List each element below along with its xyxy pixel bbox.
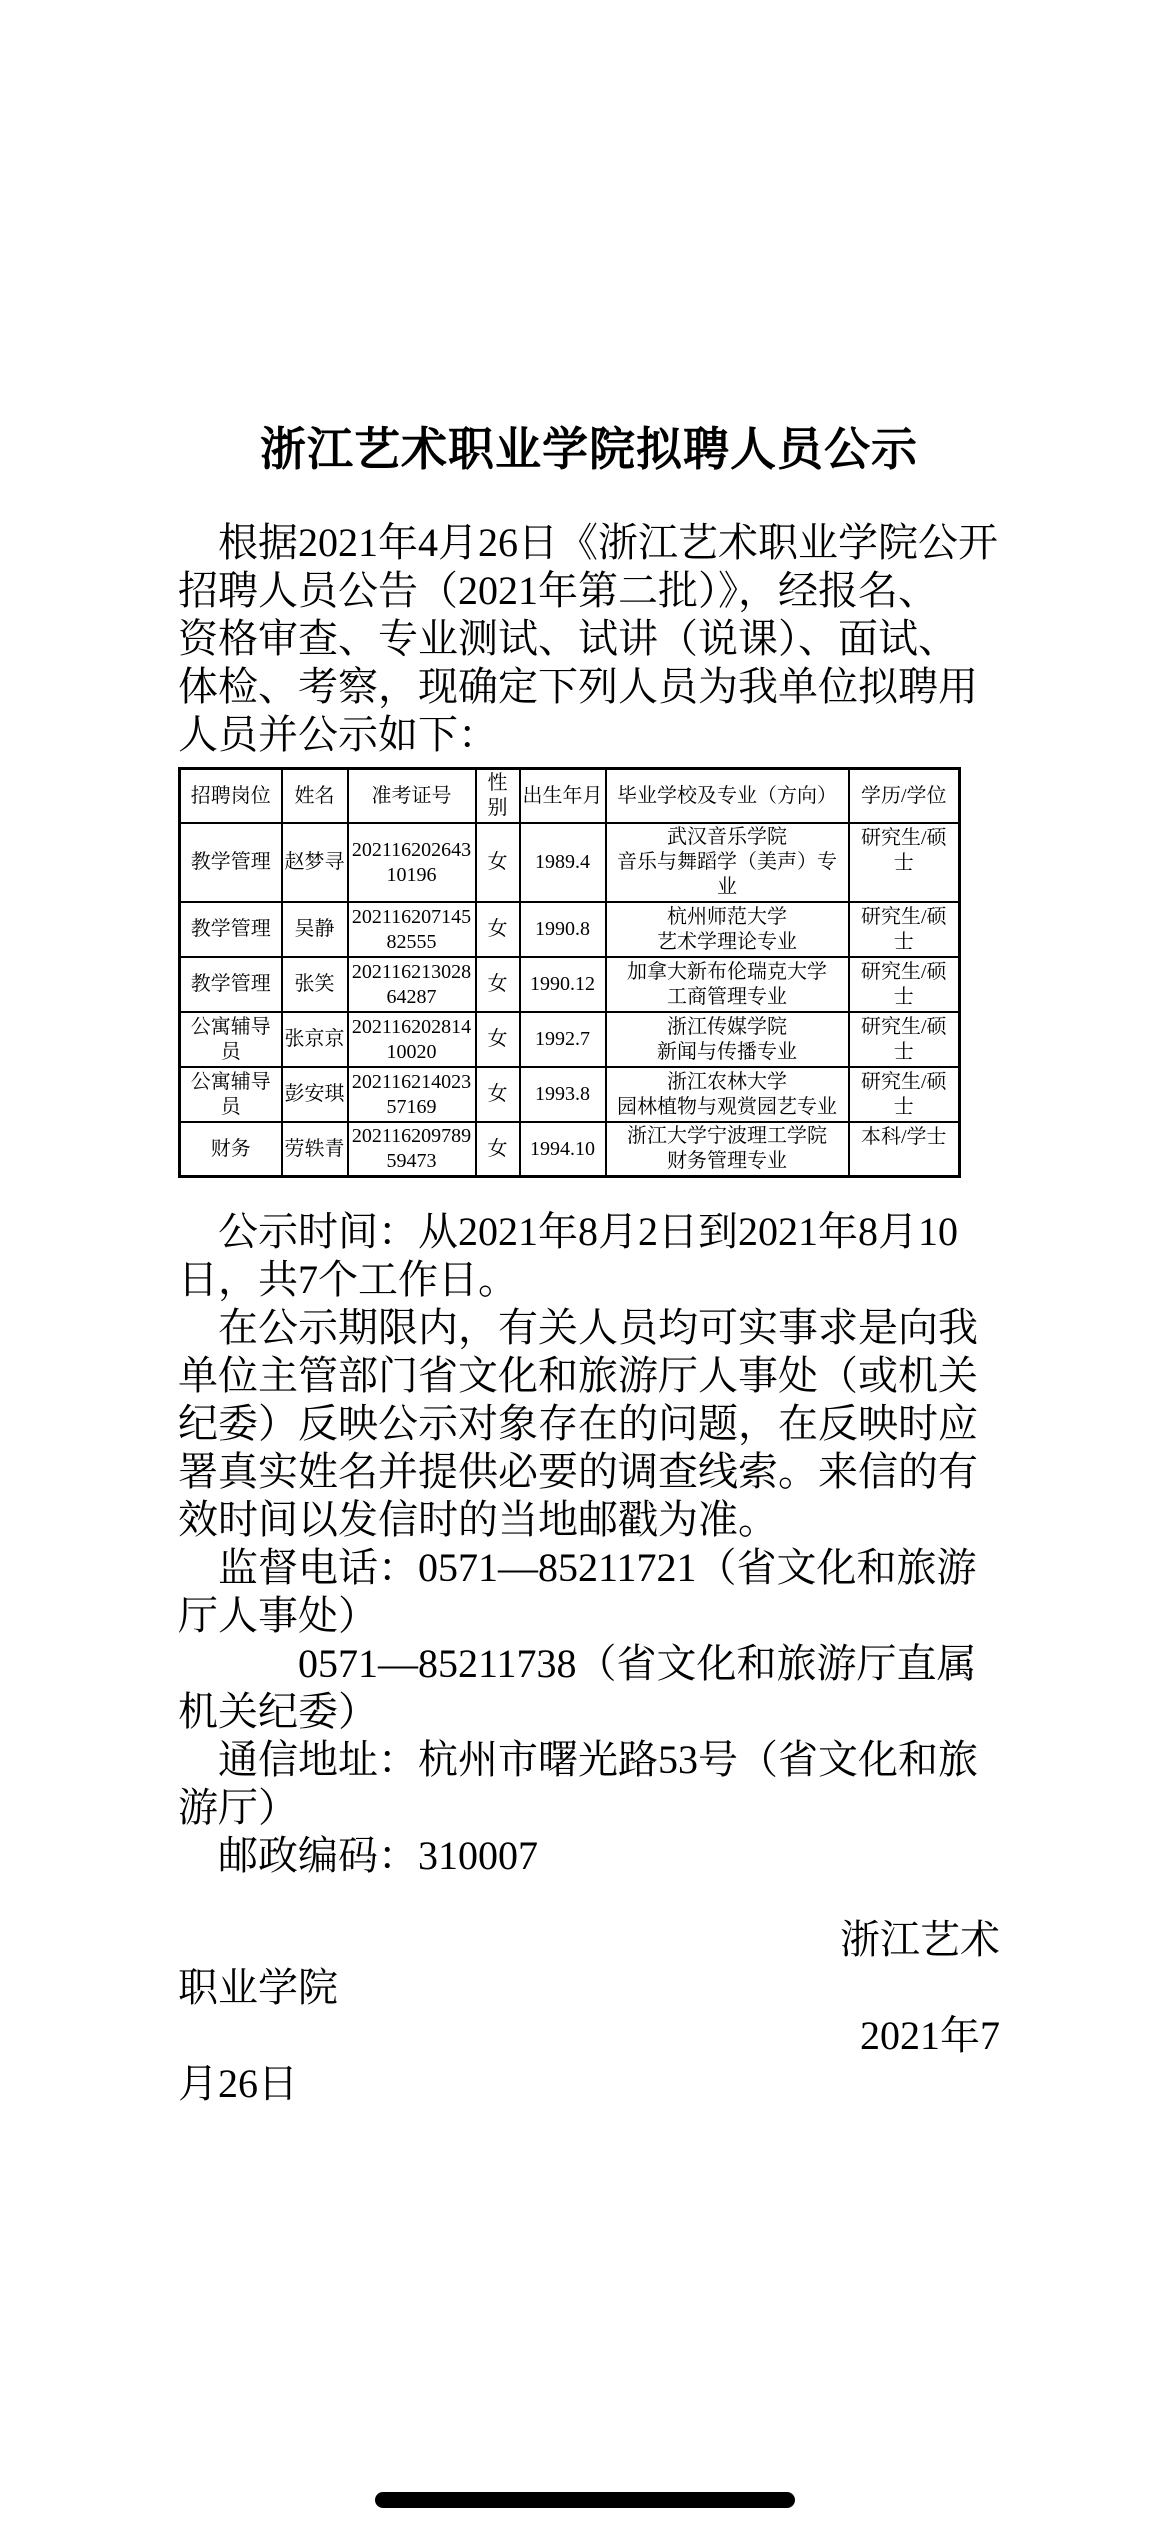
cell-degree: 研究生/硕士 (849, 1067, 960, 1122)
cell-position: 教学管理 (180, 957, 282, 1012)
cell-position: 财务 (180, 1122, 282, 1177)
table-row (180, 1067, 960, 1122)
text-line: 根据2021年4月26日《浙江艺术职业学院公开 (218, 520, 998, 565)
table-row (180, 1122, 960, 1177)
cell-name: 劳轶青 (282, 1122, 348, 1177)
cell-ticket: 202116214023 57169 (348, 1067, 476, 1122)
cell-position: 教学管理 (180, 902, 282, 957)
cell-ticket: 202116207145 82555 (348, 902, 476, 957)
cell-name: 张笑 (282, 957, 348, 1012)
cell-gender: 女 (476, 1067, 520, 1122)
mailing-address-paragraph (178, 1736, 1000, 1832)
text-line: 厅人事处） (178, 1593, 378, 1638)
cell-birth: 1992.7 (520, 1012, 606, 1067)
cell-birth: 1994.10 (520, 1122, 606, 1177)
text-line: 资格审查、专业测试、试讲（说课）、面试、 (178, 616, 958, 661)
cell-gender: 女 (476, 1012, 520, 1067)
cell-degree: 研究生/硕士 (849, 957, 960, 1012)
cell-ticket: 202116202814 10020 (348, 1012, 476, 1067)
text-line: 公示时间：从2021年8月2日到2021年8月10 (218, 1209, 958, 1254)
cell-school: 加拿大新布伦瑞克大学 工商管理专业 (606, 957, 849, 1012)
cell-gender: 女 (476, 823, 520, 902)
cell-ticket: 202116209789 59473 (348, 1122, 476, 1177)
table-row (180, 1012, 960, 1067)
header-ticket: 准考证号 (348, 769, 476, 824)
cell-gender: 女 (476, 957, 520, 1012)
header-gender: 性别 (476, 769, 520, 824)
cell-school: 杭州师范大学 艺术学理论专业 (606, 902, 849, 957)
table-row (180, 902, 960, 957)
cell-name: 张京京 (282, 1012, 348, 1067)
document-page (178, 425, 1000, 2108)
header-school: 毕业学校及专业（方向） (606, 769, 849, 824)
text-line: 游厅） (178, 1785, 298, 1830)
text-line: 机关纪委） (178, 1689, 378, 1734)
cell-ticket: 202116202643 10196 (348, 823, 476, 902)
cell-school: 浙江农林大学 园林植物与观赏园艺专业 (606, 1067, 849, 1122)
signature-line: 职业学院 (178, 1965, 338, 2010)
header-degree: 学历/学位 (849, 769, 960, 824)
cell-birth: 1990.8 (520, 902, 606, 957)
text-line: 监督电话：0571—85211721（省文化和旅游 (218, 1545, 977, 1590)
signature-block (178, 1916, 1000, 2108)
cell-name: 吴静 (282, 902, 348, 957)
text-line: 体检、考察，现确定下列人员为我单位拟聘用 (178, 664, 978, 709)
text-line: 在公示期限内，有关人员均可实事求是向我 (218, 1305, 978, 1350)
cell-school: 武汉音乐学院 音乐与舞蹈学（美声）专业 (606, 823, 849, 902)
text-line: 招聘人员公告（2021年第二批）》，经报名、 (178, 568, 938, 613)
signature-line: 2021年7 (860, 2013, 1000, 2058)
supervision-phone-paragraph (178, 1544, 1000, 1640)
signature-line: 浙江艺术 (840, 1917, 1000, 1962)
page-title: 浙江艺术职业学院拟聘人员公示 (260, 423, 918, 475)
table-row (180, 823, 960, 902)
cell-degree: 研究生/硕士 (849, 823, 960, 902)
header-name: 姓名 (282, 769, 348, 824)
postcode-paragraph (178, 1832, 1000, 1880)
text-line: 单位主管部门省文化和旅游厅人事处（或机关 (178, 1353, 978, 1398)
signature-line: 月26日 (178, 2061, 298, 2106)
supervision-phone2-paragraph (178, 1640, 1000, 1736)
home-indicator[interactable] (375, 2492, 795, 2508)
candidates-table (178, 767, 961, 1178)
cell-degree: 研究生/硕士 (849, 1012, 960, 1067)
header-birth: 出生年月 (520, 769, 606, 824)
text-line: 人员并公示如下： (178, 712, 498, 757)
cell-position: 教学管理 (180, 823, 282, 902)
text-line: 署真实姓名并提供必要的调查线索。来信的有 (178, 1449, 978, 1494)
text-line: 通信地址：杭州市曙光路53号（省文化和旅 (218, 1737, 978, 1782)
cell-name: 彭安琪 (282, 1067, 348, 1122)
text-line: 效时间以发信时的当地邮戳为准。 (178, 1497, 778, 1542)
cell-birth: 1990.12 (520, 957, 606, 1012)
cell-school: 浙江大学宁波理工学院 财务管理专业 (606, 1122, 849, 1177)
cell-ticket: 202116213028 64287 (348, 957, 476, 1012)
cell-gender: 女 (476, 1122, 520, 1177)
objection-period-paragraph (178, 1304, 1000, 1544)
header-position: 招聘岗位 (180, 769, 282, 824)
cell-school: 浙江传媒学院 新闻与传播专业 (606, 1012, 849, 1067)
table-row (180, 957, 960, 1012)
cell-birth: 1989.4 (520, 823, 606, 902)
text-line: 0571—85211738（省文化和旅游厅直属 (298, 1641, 977, 1686)
intro-paragraph (178, 519, 1000, 759)
cell-name: 赵梦寻 (282, 823, 348, 902)
cell-position: 公寓辅导员 (180, 1067, 282, 1122)
cell-position: 公寓辅导员 (180, 1012, 282, 1067)
text-line: 纪委）反映公示对象存在的问题，在反映时应 (178, 1401, 978, 1446)
cell-gender: 女 (476, 902, 520, 957)
text-line: 邮政编码：310007 (218, 1833, 538, 1878)
table-header-row (180, 769, 960, 824)
cell-degree: 本科/学士 (849, 1122, 960, 1177)
cell-birth: 1993.8 (520, 1067, 606, 1122)
notice-time-paragraph (178, 1208, 1000, 1304)
cell-degree: 研究生/硕士 (849, 902, 960, 957)
text-line: 日，共7个工作日。 (178, 1257, 518, 1302)
